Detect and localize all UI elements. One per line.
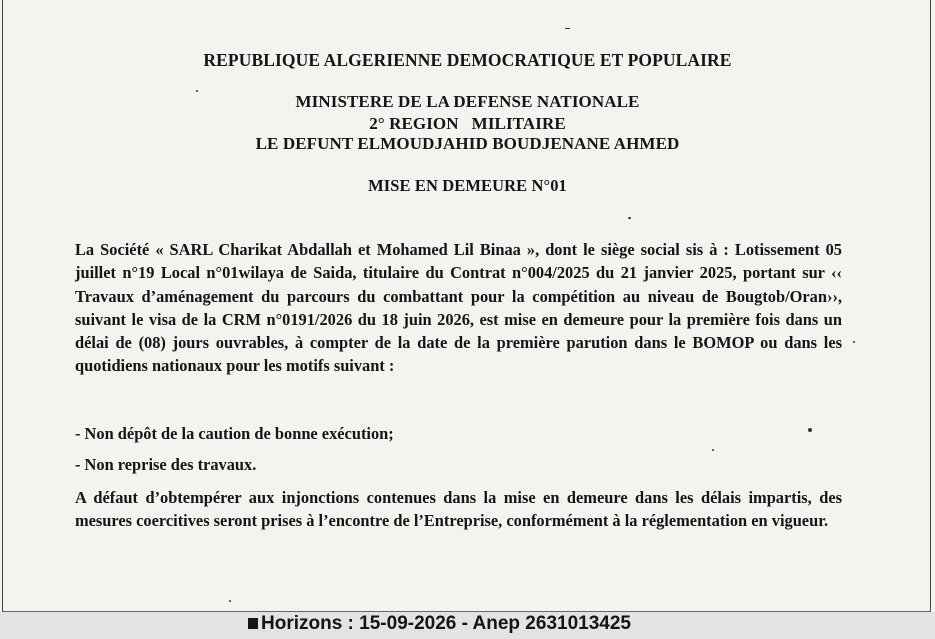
scan-speck (853, 341, 855, 343)
notice-title: MISE EN DEMEURE N°01 (368, 176, 567, 195)
motif-item: - Non reprise des travaux. (75, 455, 257, 474)
defunt-heading: LE DEFUNT ELMOUDJAHID BOUDJENANE AHMED (255, 134, 680, 153)
region-heading: 2° REGION MILITAIRE (369, 114, 566, 133)
notice-intro-paragraph: La Société « SARL Charikat Abdallah et Mohamed Lil Binaa », dont le siège social sis à : Lotissement 05 juillet n°19 Local n°01wilaya de Saida, titulaire du Contrat n°004/2025 du 21 janvier 2025, portant sur ‹‹ Travaux d’aménagement du parcours du combattant pour la compétition au niveau de Bougtob/Oran››, suivant le visa de la CRM n°0191/2026 du 18 juin 2026, est mise en demeure pour la première fois dans un délai de (08) jours ouvrables, à compter de la date de la première parution dans le BOMOP ou dans les quotidiens nationaux pour les motifs suivant : (75, 240, 842, 376)
publication-reference: Horizons : 15-09-2026 - Anep 2631013425 (261, 613, 631, 634)
scan-speck (196, 90, 198, 92)
scan-speck (565, 28, 570, 29)
scan-speck (229, 600, 231, 602)
publication-footer (0, 612, 935, 639)
square-bullet-icon (248, 618, 258, 629)
motif-item: - Non dépôt de la caution de bonne exécution; (75, 424, 394, 443)
republic-heading: REPUBLIQUE ALGERIENNE DEMOCRATIQUE ET POPULAIRE (203, 50, 732, 70)
notice-conclusion-paragraph: A défaut d’obtempérer aux injonctions contenues dans la mise en demeure dans les délais impartis, des mesures coercitives seront prises à l’encontre de l’Entreprise, conformément à la réglementation en vigueur. (75, 488, 842, 531)
ministry-heading: MINISTERE DE LA DEFENSE NATIONALE (295, 92, 640, 111)
scan-speck (808, 428, 812, 432)
scan-speck (712, 449, 714, 451)
scan-speck (628, 217, 631, 219)
